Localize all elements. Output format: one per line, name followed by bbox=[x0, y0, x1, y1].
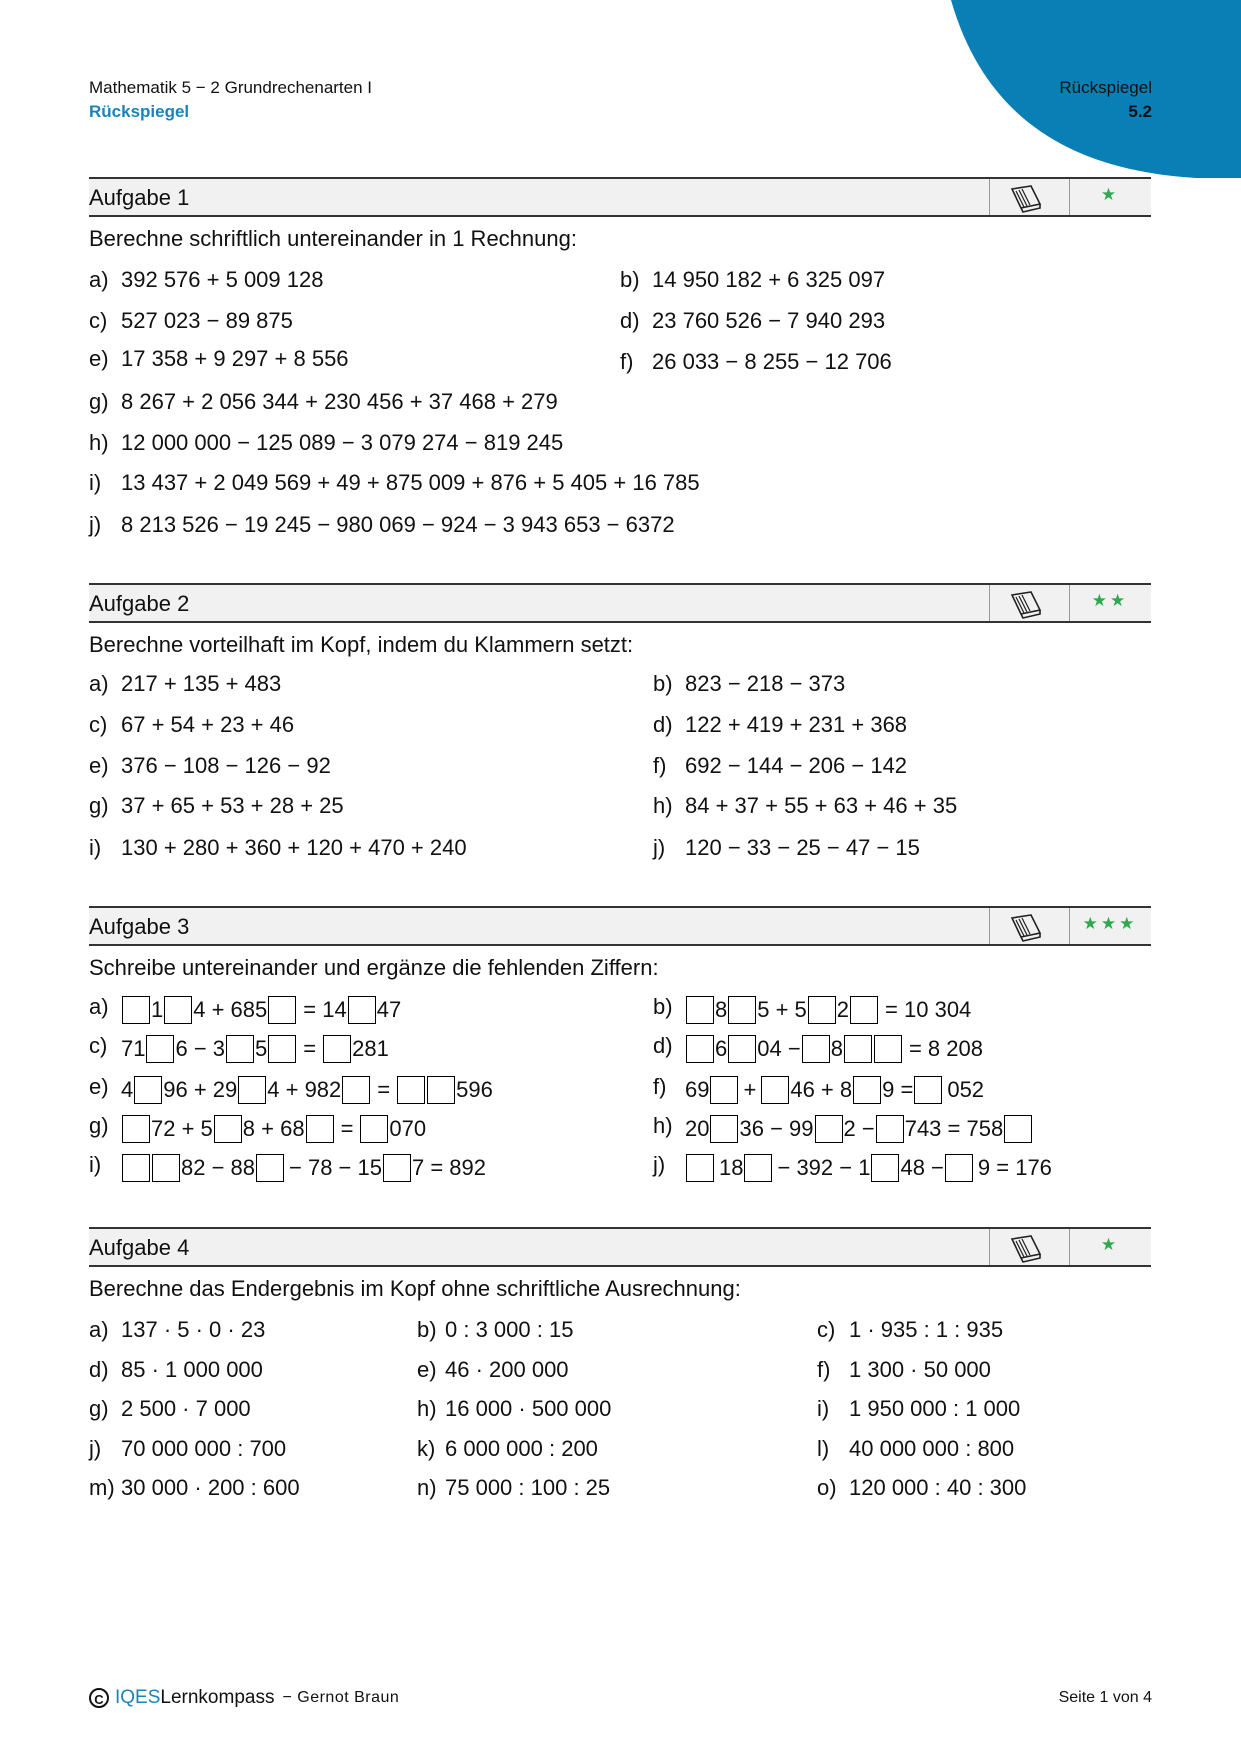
expression-part: − 392 − 1 bbox=[777, 1155, 871, 1180]
digit-box[interactable] bbox=[323, 1035, 351, 1063]
task-title: Aufgabe 3 bbox=[89, 914, 190, 939]
expression-part: = 8 208 bbox=[908, 1036, 983, 1061]
digit-box[interactable] bbox=[853, 1076, 881, 1104]
item-label: h) bbox=[89, 430, 109, 455]
expression-part: 8 bbox=[715, 997, 728, 1022]
item-label: m) bbox=[89, 1475, 115, 1500]
divider bbox=[989, 908, 990, 944]
expression-part: 6 − 3 bbox=[175, 1036, 226, 1061]
digit-box[interactable] bbox=[728, 996, 756, 1024]
brand-lernkompass: Lernkompass bbox=[160, 1687, 275, 1708]
item-expression: 217 + 135 + 483 bbox=[121, 671, 282, 696]
task-header bbox=[89, 906, 1151, 946]
item-expression: 2 500 · 7 000 bbox=[121, 1396, 251, 1421]
notebook-icon bbox=[1009, 912, 1043, 942]
task-instruction: Berechne das Endergebnis im Kopf ohne schriftliche Ausrechnung: bbox=[89, 1276, 741, 1301]
expression-part: 20 bbox=[685, 1116, 710, 1141]
item-label: b) bbox=[653, 671, 673, 696]
digit-box[interactable] bbox=[122, 996, 150, 1024]
expression-part: 69 bbox=[685, 1077, 710, 1102]
digit-box[interactable] bbox=[122, 1115, 150, 1143]
expression-part: 9 = 176 bbox=[977, 1155, 1052, 1180]
digit-box[interactable] bbox=[164, 996, 192, 1024]
item-label: f) bbox=[817, 1357, 831, 1382]
item-expression: 16 000 · 500 000 bbox=[445, 1396, 612, 1421]
item-label: d) bbox=[620, 308, 640, 333]
fill-in-item bbox=[89, 1152, 486, 1184]
item-label: b) bbox=[620, 267, 640, 292]
item-expression: 1 300 · 50 000 bbox=[849, 1357, 991, 1382]
item-label: c) bbox=[817, 1317, 836, 1342]
expression-part: = 10 304 bbox=[885, 997, 972, 1022]
task-title: Aufgabe 1 bbox=[89, 185, 190, 210]
task-title: Aufgabe 2 bbox=[89, 591, 190, 616]
task-header bbox=[89, 1227, 1151, 1267]
expression-part: 2 − bbox=[843, 1116, 875, 1141]
item-expression: 23 760 526 − 7 940 293 bbox=[652, 308, 886, 333]
digit-box[interactable] bbox=[744, 1154, 772, 1182]
item-expression: 85 · 1 000 000 bbox=[121, 1357, 263, 1382]
item-label: f) bbox=[620, 349, 634, 374]
task-4 bbox=[89, 1227, 1151, 1500]
item-label: j) bbox=[89, 512, 102, 537]
fill-in-item bbox=[89, 1113, 426, 1145]
digit-box[interactable] bbox=[342, 1076, 370, 1104]
expression-part: 5 + 5 bbox=[757, 997, 807, 1022]
fill-in-item bbox=[653, 1074, 984, 1106]
item-expression: 392 576 + 5 009 128 bbox=[121, 267, 324, 292]
digit-box[interactable] bbox=[360, 1115, 388, 1143]
digit-box[interactable] bbox=[686, 996, 714, 1024]
difficulty-stars: ★ bbox=[1100, 1235, 1120, 1254]
expression-part: 4 + 685 bbox=[193, 997, 268, 1022]
item-expression: 120 − 33 − 25 − 47 − 15 bbox=[685, 835, 920, 860]
item-label: i) bbox=[89, 1152, 102, 1177]
author: − Gernot Braun bbox=[282, 1689, 400, 1706]
divider bbox=[989, 1229, 990, 1265]
expression-part: 48 − bbox=[900, 1155, 944, 1180]
expression-part: 596 bbox=[456, 1077, 493, 1102]
expression-part: − 78 − 15 bbox=[289, 1155, 382, 1180]
item-expression: 527 023 − 89 875 bbox=[121, 308, 293, 333]
item-label: j) bbox=[653, 835, 666, 860]
fill-in-item bbox=[89, 1033, 389, 1065]
item-expression: 13 437 + 2 049 569 + 49 + 875 009 + 876 + 5 405 + 16 785 bbox=[121, 470, 700, 495]
item-label: h) bbox=[417, 1396, 437, 1421]
difficulty-stars: ★★★ bbox=[1082, 914, 1138, 933]
item-label: e) bbox=[89, 346, 109, 371]
item-expression: 14 950 182 + 6 325 097 bbox=[652, 267, 886, 292]
expression-part: 1 bbox=[151, 997, 164, 1022]
item-label: i) bbox=[89, 835, 102, 860]
digit-box[interactable] bbox=[686, 1035, 714, 1063]
item-label: j) bbox=[653, 1152, 666, 1177]
expression-part: 18 bbox=[719, 1155, 744, 1180]
expression-part: 6 bbox=[715, 1036, 728, 1061]
item-expression: 40 000 000 : 800 bbox=[849, 1436, 1015, 1461]
digit-box[interactable] bbox=[808, 996, 836, 1024]
page-header-right bbox=[1059, 76, 1152, 124]
course-title: Mathematik 5 − 2 Grundrechenarten I bbox=[89, 78, 373, 97]
digit-box[interactable] bbox=[238, 1076, 266, 1104]
fill-in-item bbox=[653, 1152, 1052, 1184]
digit-box[interactable] bbox=[876, 1115, 904, 1143]
notebook-icon bbox=[1009, 183, 1043, 213]
expression-part: 8 bbox=[830, 1036, 843, 1061]
item-expression: 30 000 · 200 : 600 bbox=[121, 1475, 300, 1500]
item-expression: 376 − 108 − 126 − 92 bbox=[121, 753, 331, 778]
fill-in-item bbox=[653, 994, 971, 1026]
item-expression: 0 : 3 000 : 15 bbox=[445, 1317, 574, 1342]
item-label: e) bbox=[89, 1074, 109, 1099]
item-label: i) bbox=[817, 1396, 830, 1421]
digit-box[interactable] bbox=[348, 996, 376, 1024]
item-label: g) bbox=[89, 793, 109, 818]
item-label: g) bbox=[89, 389, 109, 414]
item-label: d) bbox=[653, 1033, 673, 1058]
digit-box[interactable] bbox=[122, 1154, 150, 1182]
item-expression: 67 + 54 + 23 + 46 bbox=[121, 712, 295, 737]
item-label: f) bbox=[653, 1074, 667, 1099]
item-expression: 8 213 526 − 19 245 − 980 069 − 924 − 3 943 653 − 6372 bbox=[121, 512, 675, 537]
digit-box[interactable] bbox=[871, 1154, 899, 1182]
section-title: Rückspiegel bbox=[89, 102, 190, 121]
item-expression: 70 000 000 : 700 bbox=[121, 1436, 287, 1461]
item-label: i) bbox=[89, 470, 102, 495]
item-expression: 692 − 144 − 206 − 142 bbox=[685, 753, 908, 778]
item-expression: 8 267 + 2 056 344 + 230 456 + 37 468 + 279 bbox=[121, 389, 558, 414]
digit-box[interactable] bbox=[134, 1076, 162, 1104]
item-expression: 84 + 37 + 55 + 63 + 46 + 35 bbox=[685, 793, 958, 818]
divider bbox=[989, 585, 990, 621]
item-label: d) bbox=[89, 1357, 109, 1382]
digit-box[interactable] bbox=[256, 1154, 284, 1182]
expression-part: 46 + 8 bbox=[790, 1077, 853, 1102]
item-expression: 120 000 : 40 : 300 bbox=[849, 1475, 1027, 1500]
expression-part: 47 bbox=[376, 997, 402, 1022]
item-expression: 1 · 935 : 1 : 935 bbox=[849, 1317, 1004, 1342]
task-3 bbox=[89, 906, 1151, 1180]
expression-part: 7 = 892 bbox=[412, 1155, 487, 1180]
expression-part: 72 + 5 bbox=[151, 1116, 213, 1141]
item-label: n) bbox=[417, 1475, 437, 1500]
item-expression: 137 · 5 · 0 · 23 bbox=[121, 1317, 266, 1342]
fill-in-item bbox=[89, 1074, 493, 1106]
expression-part: 71 bbox=[121, 1036, 146, 1061]
difficulty-stars: ★ bbox=[1100, 185, 1120, 204]
section-label: Rückspiegel bbox=[1059, 78, 1152, 97]
expression-part: 281 bbox=[352, 1036, 389, 1061]
page-number: Seite 1 von 4 bbox=[1058, 1689, 1152, 1706]
digit-box[interactable] bbox=[761, 1076, 789, 1104]
page-footer bbox=[89, 1687, 399, 1709]
item-label: a) bbox=[89, 671, 109, 696]
expression-part: 052 bbox=[947, 1077, 985, 1102]
item-label: a) bbox=[89, 267, 109, 292]
expression-part: = 14 bbox=[303, 997, 347, 1022]
task-header bbox=[89, 177, 1151, 217]
digit-box[interactable] bbox=[945, 1154, 973, 1182]
item-label: e) bbox=[417, 1357, 437, 1382]
item-expression: 12 000 000 − 125 089 − 3 079 274 − 819 245 bbox=[121, 430, 564, 455]
item-label: l) bbox=[817, 1436, 830, 1461]
expression-part: 82 − 88 bbox=[181, 1155, 256, 1180]
expression-part: = bbox=[340, 1116, 354, 1141]
item-label: b) bbox=[417, 1317, 437, 1342]
digit-box[interactable] bbox=[268, 996, 296, 1024]
item-expression: 1 950 000 : 1 000 bbox=[849, 1396, 1021, 1421]
digit-box[interactable] bbox=[427, 1076, 455, 1104]
digit-box[interactable] bbox=[383, 1154, 411, 1182]
digit-box[interactable] bbox=[710, 1115, 738, 1143]
item-expression: 37 + 65 + 53 + 28 + 25 bbox=[121, 793, 344, 818]
task-2 bbox=[89, 583, 1151, 860]
fill-in-item bbox=[653, 1033, 983, 1065]
item-label: e) bbox=[89, 753, 109, 778]
item-expression: 823 − 218 − 373 bbox=[685, 671, 846, 696]
digit-box[interactable] bbox=[802, 1035, 830, 1063]
digit-box[interactable] bbox=[844, 1035, 872, 1063]
digit-box[interactable] bbox=[686, 1154, 714, 1182]
expression-part: 2 bbox=[836, 997, 850, 1022]
item-label: c) bbox=[89, 1033, 108, 1058]
expression-part: 070 bbox=[389, 1116, 427, 1141]
expression-part: 9 = bbox=[882, 1077, 914, 1102]
item-label: a) bbox=[89, 994, 109, 1019]
item-expression: 130 + 280 + 360 + 120 + 470 + 240 bbox=[121, 835, 467, 860]
item-label: h) bbox=[653, 1113, 673, 1138]
digit-box[interactable] bbox=[397, 1076, 425, 1104]
fill-in-item bbox=[653, 1113, 1033, 1145]
item-expression: 6 000 000 : 200 bbox=[445, 1436, 598, 1461]
item-expression: 75 000 : 100 : 25 bbox=[445, 1475, 611, 1500]
expression-part: + bbox=[743, 1077, 757, 1102]
digit-box[interactable] bbox=[306, 1115, 334, 1143]
notebook-icon bbox=[1009, 1233, 1043, 1263]
digit-box[interactable] bbox=[815, 1115, 843, 1143]
digit-box[interactable] bbox=[1004, 1115, 1032, 1143]
expression-part: = bbox=[303, 1036, 317, 1061]
section-number: 5.2 bbox=[1128, 102, 1152, 121]
task-title: Aufgabe 4 bbox=[89, 1235, 190, 1260]
item-expression: 122 + 419 + 231 + 368 bbox=[685, 712, 908, 737]
page-header-left bbox=[89, 76, 372, 124]
digit-box[interactable] bbox=[268, 1035, 296, 1063]
digit-box[interactable] bbox=[914, 1076, 942, 1104]
digit-box[interactable] bbox=[152, 1154, 180, 1182]
item-label: j) bbox=[89, 1436, 102, 1461]
expression-part: 36 − 99 bbox=[739, 1116, 814, 1141]
item-label: d) bbox=[653, 712, 673, 737]
item-expression: 26 033 − 8 255 − 12 706 bbox=[652, 349, 892, 374]
item-label: c) bbox=[89, 712, 108, 737]
item-label: f) bbox=[653, 753, 667, 778]
item-expression: 46 · 200 000 bbox=[445, 1357, 569, 1382]
task-instruction: Berechne schriftlich untereinander in 1 Rechnung: bbox=[89, 226, 577, 251]
digit-box[interactable] bbox=[146, 1035, 174, 1063]
task-instruction: Schreibe untereinander und ergänze die fehlenden Ziffern: bbox=[89, 955, 659, 980]
divider bbox=[989, 179, 990, 215]
digit-box[interactable] bbox=[728, 1035, 756, 1063]
expression-part: 4 + 982 bbox=[267, 1077, 342, 1102]
digit-box[interactable] bbox=[214, 1115, 242, 1143]
item-label: a) bbox=[89, 1317, 109, 1342]
expression-part: 04 − bbox=[757, 1036, 801, 1061]
item-label: c) bbox=[89, 308, 108, 333]
task-1 bbox=[89, 177, 1151, 537]
expression-part: 5 bbox=[255, 1036, 268, 1061]
difficulty-stars: ★★ bbox=[1091, 591, 1129, 610]
item-expression: 17 358 + 9 297 + 8 556 bbox=[121, 346, 349, 371]
item-label: h) bbox=[653, 793, 673, 818]
item-label: o) bbox=[817, 1475, 837, 1500]
expression-part: 4 bbox=[121, 1077, 134, 1102]
digit-box[interactable] bbox=[226, 1035, 254, 1063]
task-instruction: Berechne vorteilhaft im Kopf, indem du Klammern setzt: bbox=[89, 632, 634, 657]
notebook-icon bbox=[1009, 589, 1043, 619]
item-label: g) bbox=[89, 1113, 109, 1138]
expression-part: 96 + 29 bbox=[163, 1077, 238, 1102]
expression-part: 743 = 758 bbox=[904, 1116, 1004, 1141]
task-header bbox=[89, 583, 1151, 623]
item-label: g) bbox=[89, 1396, 109, 1421]
fill-in-item bbox=[89, 994, 401, 1026]
digit-box[interactable] bbox=[874, 1035, 902, 1063]
item-label: b) bbox=[653, 994, 673, 1019]
expression-part: = bbox=[377, 1077, 391, 1102]
brand-iqes: IQES bbox=[115, 1687, 161, 1708]
item-label: k) bbox=[417, 1436, 436, 1461]
copyright-icon: C bbox=[89, 1688, 109, 1708]
digit-box[interactable] bbox=[710, 1076, 738, 1104]
expression-part: 8 + 68 bbox=[242, 1116, 305, 1141]
digit-box[interactable] bbox=[850, 996, 878, 1024]
